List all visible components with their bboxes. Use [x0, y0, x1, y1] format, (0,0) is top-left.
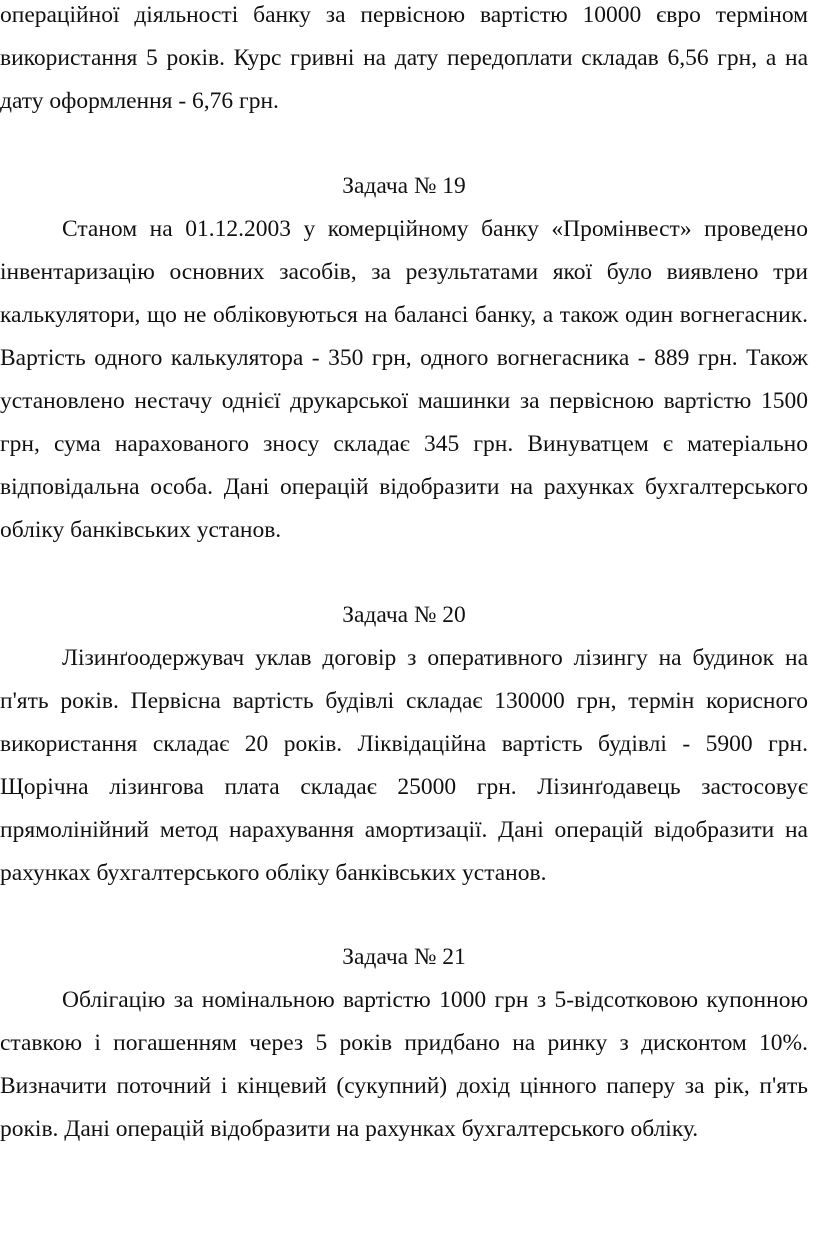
paragraph-task-19: Станом на 01.12.2003 у комерційному банку «Промінвест» проведено інвентаризацію основних засобів, за результатами якої було виявлено три калькулятори, що не обліковуються на балансі банку, а також один вогнегасник. Вартість одного калькулятора - 350 грн, одного вогнегасника - 889 грн. Також установлено нестачу однієї друкарської машинки за первісною вартістю 1500 грн, сума нарахованого зносу складає 345 грн. Винуватцем є матеріально відповідальна особа. Дані операцій відобразити на рахунках бухгалтерського обліку банківських установ. [0, 216, 808, 543]
heading-task-21: Задача № 21 [342, 944, 466, 970]
paragraph-task-21: Облігацію за номінальною вартістю 1000 грн з 5-відсотковою купонною ставкою і погашенням через 5 років придбано на ринку з дисконтом 10%. Визначити поточний і кінцевий (сукупний) дохід цінного паперу за рік, п'ять років. Дані операцій відобразити на рахунках бухгалтерського обліку. [0, 987, 808, 1142]
paragraph-task-20: Лізинґоодержувач уклав договір з оперативного лізингу на будинок на п'ять років. Первісна вартість будівлі складає 130000 грн, термін корисного використання складає 20 років. Ліквідаційна вартість будівлі - 5900 грн. Щорічна лізингова плата складає 25000 грн. Лізинґодавець застосовує прямолінійний метод нарахування амортизації. Дані операцій відобразити на рахунках бухгалтерського обліку банківських установ. [0, 645, 808, 886]
heading-task-19: Задача № 19 [342, 173, 466, 199]
heading-task-20: Задача № 20 [342, 602, 466, 628]
paragraph-intro: операційної діяльності банку за первісною вартістю 10000 євро терміном використання 5 років. Курс гривні на дату передоплати складав 6,56 грн, а на дату оформлення - 6,76 грн. [0, 2, 808, 114]
